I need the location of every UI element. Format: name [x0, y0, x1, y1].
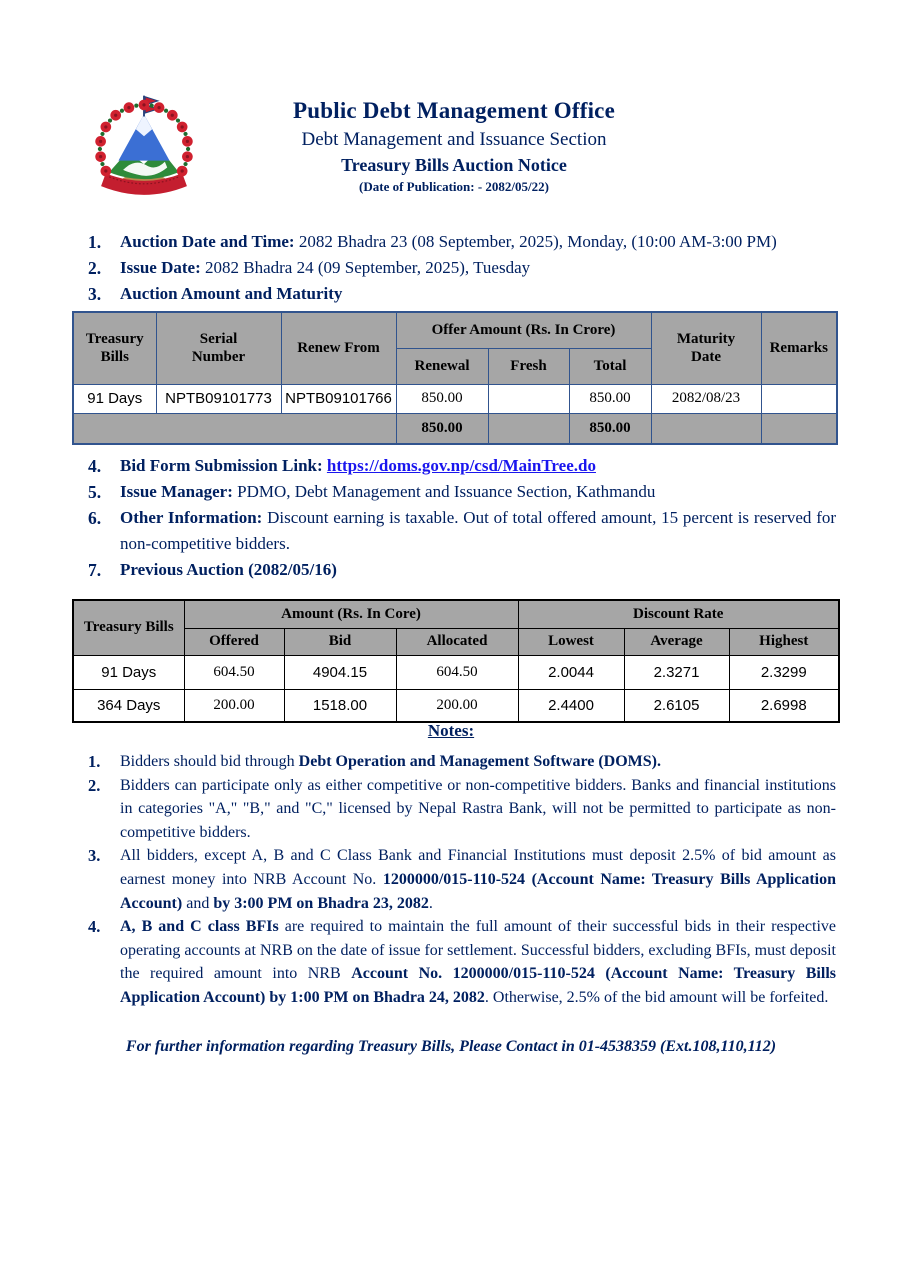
item-label: Issue Manager: [120, 482, 233, 501]
list-item-auction-amount [88, 281, 836, 307]
notes-heading: Notes: [427, 721, 475, 740]
cell-total-renewal: 850.00 [396, 413, 488, 444]
cell-offered: 200.00 [184, 689, 284, 722]
col-header-renew-from: Renew From [281, 312, 396, 384]
cell-serial-number: NPTB09101773 [156, 384, 281, 413]
notes-list [88, 750, 836, 1010]
item-number: 7. [88, 560, 102, 580]
cell-offered: 604.50 [184, 655, 284, 689]
cell-treasury-bill: 364 Days [73, 689, 184, 722]
cell-total-maturity [651, 413, 761, 444]
document-header [75, 98, 833, 195]
cell-treasury-bill: 91 Days [73, 655, 184, 689]
item-text: Discount earning is taxable. Out of total offered amount, 15 percent is reserved for non-competitive bidders. [120, 508, 837, 553]
previous-auction-table [72, 599, 840, 723]
list-item-bid-form-link [88, 453, 836, 479]
col-header-amount-group: Amount (Rs. In Core) [184, 600, 518, 628]
contact-info-line: For further information regarding Treasury Bills, Please Contact in 01-4538359 (Ext.108,110,112) [125, 1038, 777, 1055]
item-label: Previous Auction (2082/05/16) [120, 560, 337, 579]
col-header-total: Total [569, 348, 651, 384]
col-header-treasury-bills: Treasury Bills [73, 312, 156, 384]
note-number: 2. [88, 775, 101, 795]
cell-total-remarks [761, 413, 837, 444]
cell-renewal: 850.00 [396, 384, 488, 413]
item-number: 3. [88, 284, 102, 304]
note-item-4 [88, 915, 836, 1009]
note-item-1 [88, 750, 836, 774]
cell-treasury-bill: 91 Days [73, 384, 156, 413]
item-number: 1. [88, 232, 102, 252]
col-header-offer-amount: Offer Amount (Rs. In Crore) [396, 312, 651, 348]
cell-bid: 4904.15 [284, 655, 396, 689]
col-header-serial-number: Serial Number [156, 312, 281, 384]
auction-amount-table [72, 311, 838, 445]
note-text: . [428, 894, 433, 912]
note-text-bold: Account No. 1200000/015-110-524 (Account Name: Treasury Bills Application Account) by 1:00 PM on Bhadra 24, 2082 [120, 965, 836, 1006]
col-header-bid: Bid [284, 628, 396, 655]
item-number: 5. [88, 482, 102, 502]
list-item-other-information [88, 505, 836, 557]
note-number: 1. [88, 752, 101, 771]
col-header-average: Average [624, 628, 729, 655]
cell-average: 2.3271 [624, 655, 729, 689]
info-list-top [88, 229, 836, 307]
col-header-highest: Highest [729, 628, 839, 655]
cell-allocated: 200.00 [396, 689, 518, 722]
col-header-maturity-date: Maturity Date [651, 312, 761, 384]
item-label: Other Information: [120, 508, 263, 527]
list-item-issue-manager [88, 479, 836, 505]
col-header-offered: Offered [184, 628, 284, 655]
list-item-issue-date [88, 255, 836, 281]
list-item-previous-auction [88, 557, 836, 583]
info-list-bottom [88, 453, 836, 583]
cell-renew-from: NPTB09101766 [281, 384, 396, 413]
col-header-remarks: Remarks [761, 312, 837, 384]
item-label: Auction Amount and Maturity [120, 284, 343, 303]
cell-highest: 2.3299 [729, 655, 839, 689]
note-text-bold: A, B and C class BFIs [120, 918, 279, 936]
item-number: 2. [88, 258, 102, 278]
section-subtitle: Debt Management and Issuance Section [301, 129, 607, 150]
cell-total-label [73, 413, 396, 444]
cell-total: 850.00 [569, 384, 651, 413]
table-row [73, 384, 837, 413]
publication-date: (Date of Publication: - 2082/05/22) [359, 179, 549, 194]
note-text: and [182, 894, 214, 912]
note-item-2 [88, 774, 836, 845]
list-item-auction-date [88, 229, 836, 255]
cell-total-fresh [488, 413, 569, 444]
cell-bid: 1518.00 [284, 689, 396, 722]
item-label: Issue Date: [120, 258, 201, 277]
cell-average: 2.6105 [624, 689, 729, 722]
cell-allocated: 604.50 [396, 655, 518, 689]
note-number: 3. [88, 846, 101, 866]
cell-remarks [761, 384, 837, 413]
note-text-bold: 1200000/015-110-524 (Account Name: Treasury Bills Application Account) [120, 870, 836, 912]
cell-lowest: 2.4400 [518, 689, 624, 722]
note-text: Bidders can participate only as either competitive or non-competitive bidders. Banks and financial institutions in categories "A," "B," and "C," licensed by Nepal Rastra Bank, will not be permitted to participate as non-competitive bidders. [120, 776, 836, 841]
bid-form-submission-link[interactable]: https://doms.gov.np/csd/MainTree.do [326, 456, 596, 475]
item-number: 4. [88, 456, 102, 476]
cell-highest: 2.6998 [729, 689, 839, 722]
table-row [73, 689, 839, 722]
item-label: Bid Form Submission Link: [120, 456, 323, 475]
cell-total-total: 850.00 [569, 413, 651, 444]
item-text: 2082 Bhadra 23 (08 September, 2025), Monday, (10:00 AM-3:00 PM) [294, 232, 777, 251]
note-number: 4. [88, 917, 101, 937]
col-header-discount-group: Discount Rate [518, 600, 839, 628]
note-item-3 [88, 844, 836, 915]
table-row [73, 655, 839, 689]
table-total-row [73, 413, 837, 444]
note-text-bold: by 3:00 PM on Bhadra 23, 2082 [213, 894, 429, 912]
note-text: All bidders, except A, B and C Class Bank and Financial Institutions must deposit 2.5% of bid amount as earnest money into NRB Account No. [120, 847, 836, 888]
cell-fresh [488, 384, 569, 413]
notice-title: Treasury Bills Auction Notice [341, 155, 567, 175]
note-text: Bidders should bid through [120, 753, 299, 770]
cell-lowest: 2.0044 [518, 655, 624, 689]
col-header-renewal: Renewal [396, 348, 488, 384]
item-text: 2082 Bhadra 24 (09 September, 2025), Tuesday [200, 258, 531, 277]
item-label: Auction Date and Time: [120, 232, 295, 251]
office-title: Public Debt Management Office [293, 98, 615, 123]
col-header-treasury-bills: Treasury Bills [73, 600, 184, 655]
note-text-bold: Debt Operation and Management Software (DOMS). [298, 753, 662, 770]
item-text: PDMO, Debt Management and Issuance Section, Kathmandu [232, 482, 656, 501]
cell-maturity-date: 2082/08/23 [651, 384, 761, 413]
col-header-allocated: Allocated [396, 628, 518, 655]
item-number: 6. [88, 508, 102, 528]
col-header-fresh: Fresh [488, 348, 569, 384]
note-text: are required to maintain the full amount of their successful bids in their respective operating accounts at NRB on the date of issue for settlement. Successful bidders, excluding BFIs, must deposit the required amount into NRB [120, 918, 836, 983]
col-header-lowest: Lowest [518, 628, 624, 655]
note-text: . Otherwise, 2.5% of the bid amount will be forfeited. [484, 988, 829, 1006]
